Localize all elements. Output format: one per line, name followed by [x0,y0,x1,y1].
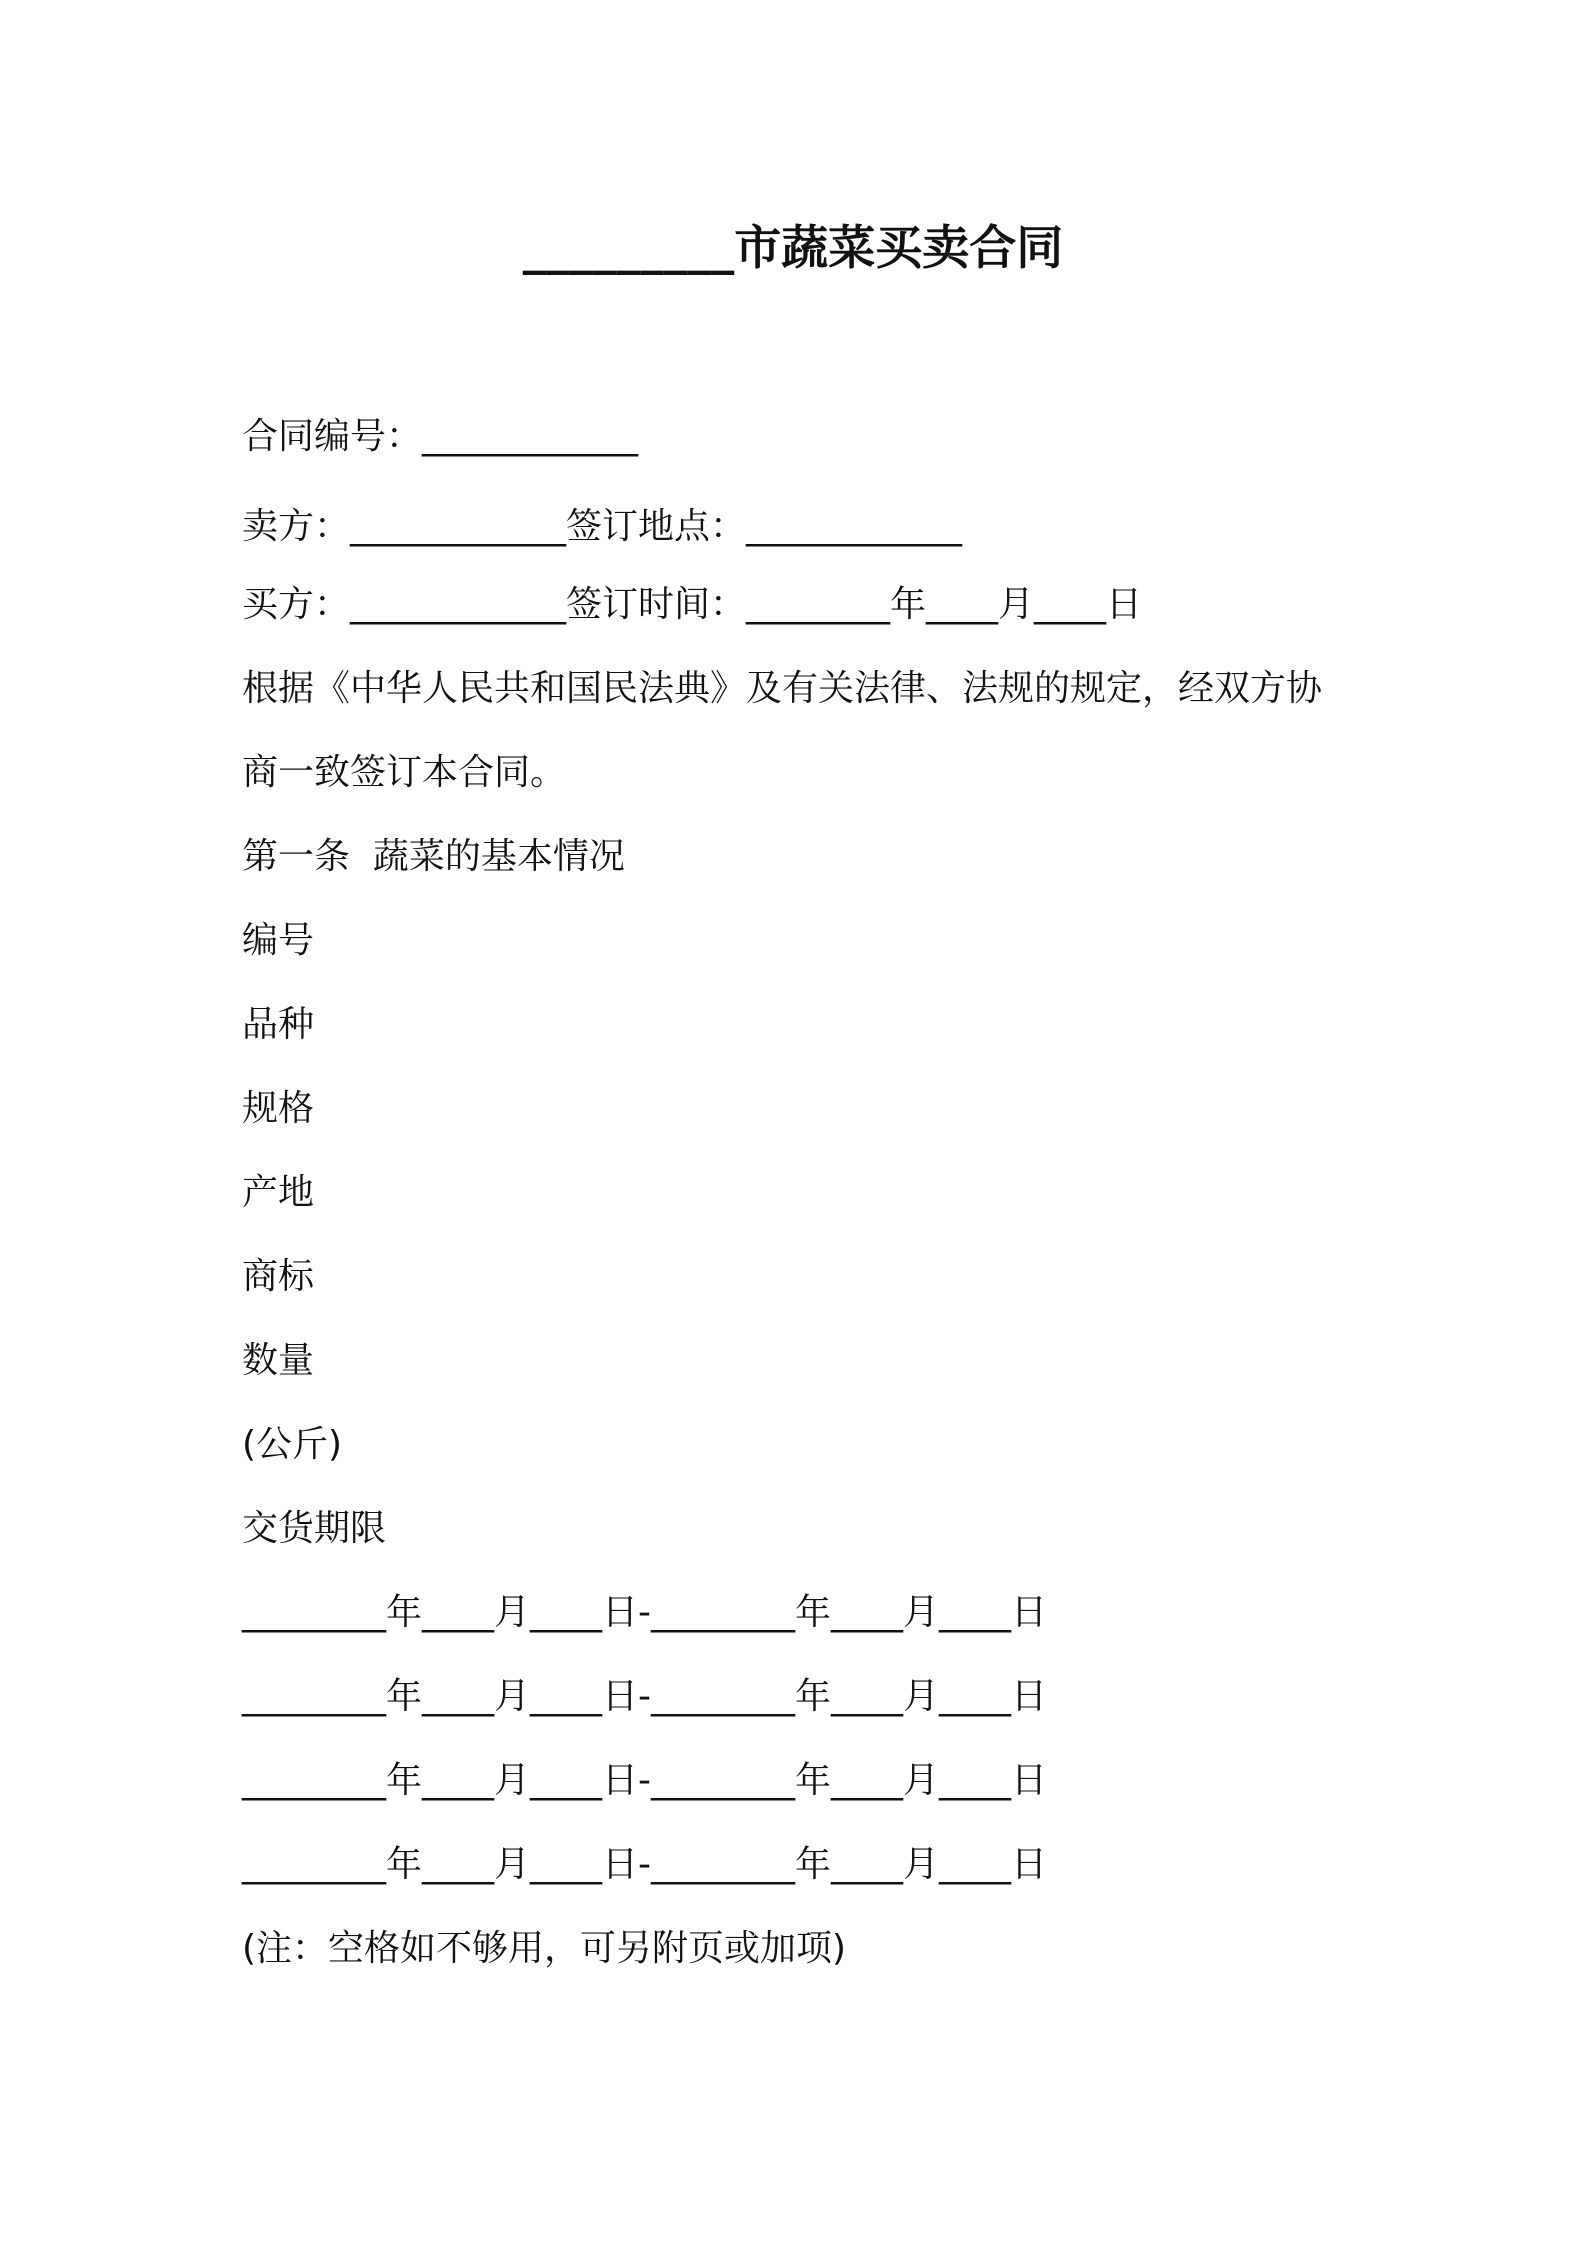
intro-line-1: 根据《中华人民共和国民法典》及有关法律、法规的规定，经双方协 [242,668,1323,709]
delivery-date-row: ________年____月____日-________年____月____日 [242,1760,1047,1801]
note-line: (注：空格如不够用，可另附页或加项) [242,1928,847,1969]
delivery-date-row: ________年____月____日-________年____月____日 [242,1592,1047,1633]
intro-line-2: 商一致签订本合同。 [242,752,567,793]
field-origin: 产地 [242,1172,315,1213]
buyer-line: 买方：____________签订时间：________年____月____日 [242,584,1143,625]
contract-number-line: 合同编号：____________ [242,416,639,457]
delivery-date-row: ________年____月____日-________年____月____日 [242,1844,1047,1885]
article-1-heading: 第一条 蔬菜的基本情况 [242,836,625,877]
delivery-date-row: ________年____月____日-________年____月____日 [242,1676,1047,1717]
field-trademark: 商标 [242,1256,315,1297]
field-unit: (公斤) [242,1424,343,1465]
field-delivery-term: 交货期限 [242,1508,387,1549]
field-number: 编号 [242,920,315,961]
seller-line: 卖方：____________签订地点：____________ [242,506,963,547]
field-spec: 规格 [242,1088,315,1129]
document-title: _________市蔬菜买卖合同 [522,221,1064,276]
field-quantity: 数量 [242,1340,315,1381]
field-variety: 品种 [242,1004,315,1045]
